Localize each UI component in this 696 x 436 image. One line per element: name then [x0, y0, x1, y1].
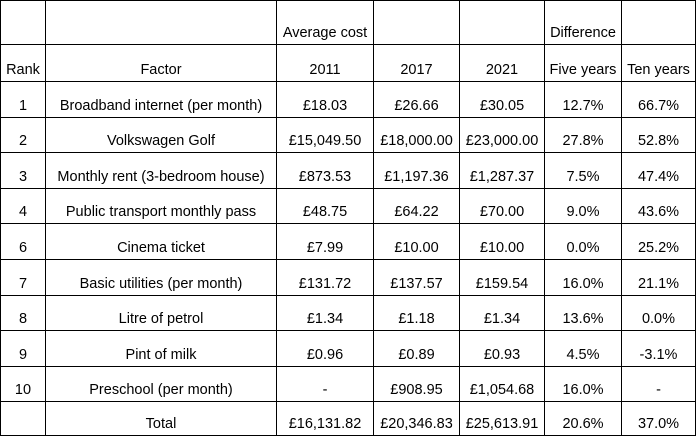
cost-2021-cell: £30.05	[460, 82, 545, 118]
header-2011: 2011	[277, 45, 374, 82]
diff-five-years-cell: 13.6%	[545, 295, 622, 331]
factor-cell: Cinema ticket	[46, 224, 277, 260]
rank-cell: 9	[1, 331, 46, 367]
total-2011-cell: £16,131.82	[277, 402, 374, 436]
cost-2017-cell: £18,000.00	[374, 117, 460, 153]
diff-ten-years-cell: 66.7%	[622, 82, 696, 118]
total-five-years-cell: 20.6%	[545, 402, 622, 436]
header-factor: Factor	[46, 45, 277, 82]
factor-cell: Pint of milk	[46, 331, 277, 367]
rank-cell: 1	[1, 82, 46, 118]
factor-cell: Broadband internet (per month)	[46, 82, 277, 118]
diff-ten-years-cell: -3.1%	[622, 331, 696, 367]
table-row	[1, 82, 696, 118]
cost-2011-cell: £0.96	[277, 331, 374, 367]
cost-2017-cell: £1,197.36	[374, 153, 460, 189]
header-2021: 2021	[460, 45, 545, 82]
total-row	[1, 402, 696, 436]
cost-2021-cell: £159.54	[460, 259, 545, 295]
cost-2017-cell: £10.00	[374, 224, 460, 260]
cost-2021-cell: £23,000.00	[460, 117, 545, 153]
diff-five-years-cell: 4.5%	[545, 331, 622, 367]
total-2021-cell: £25,613.91	[460, 402, 545, 436]
header-empty-cell	[460, 1, 545, 45]
header-columns-row	[1, 45, 696, 82]
cost-2021-cell: £1.34	[460, 295, 545, 331]
table-row	[1, 366, 696, 402]
factor-cell: Volkswagen Golf	[46, 117, 277, 153]
header-difference: Difference	[545, 1, 622, 45]
factor-cell: Public transport monthly pass	[46, 188, 277, 224]
cost-2011-cell: £48.75	[277, 188, 374, 224]
total-2017-cell: £20,346.83	[374, 402, 460, 436]
diff-five-years-cell: 9.0%	[545, 188, 622, 224]
cost-2011-cell: £15,049.50	[277, 117, 374, 153]
diff-five-years-cell: 16.0%	[545, 259, 622, 295]
cost-2011-cell: £1.34	[277, 295, 374, 331]
header-2017: 2017	[374, 45, 460, 82]
factor-cell: Litre of petrol	[46, 295, 277, 331]
diff-five-years-cell: 12.7%	[545, 82, 622, 118]
table-row	[1, 153, 696, 189]
cost-2021-cell: £1,287.37	[460, 153, 545, 189]
header-empty-cell	[622, 1, 696, 45]
cost-2021-cell: £70.00	[460, 188, 545, 224]
header-empty-cell	[46, 1, 277, 45]
diff-five-years-cell: 0.0%	[545, 224, 622, 260]
cost-2021-cell: £10.00	[460, 224, 545, 260]
rank-cell: 2	[1, 117, 46, 153]
header-empty-cell	[374, 1, 460, 45]
cost-2011-cell: £7.99	[277, 224, 374, 260]
total-rank-cell	[1, 402, 46, 436]
cost-2017-cell: £1.18	[374, 295, 460, 331]
cost-2021-cell: £0.93	[460, 331, 545, 367]
diff-ten-years-cell: 43.6%	[622, 188, 696, 224]
diff-five-years-cell: 7.5%	[545, 153, 622, 189]
header-five-years: Five years	[545, 45, 622, 82]
table-row	[1, 259, 696, 295]
header-rank: Rank	[1, 45, 46, 82]
diff-ten-years-cell: 25.2%	[622, 224, 696, 260]
table-row	[1, 117, 696, 153]
rank-cell: 8	[1, 295, 46, 331]
table-body	[1, 1, 696, 436]
total-label: Total	[46, 402, 277, 436]
diff-ten-years-cell: -	[622, 366, 696, 402]
cost-2011-cell: -	[277, 366, 374, 402]
cost-2011-cell: £18.03	[277, 82, 374, 118]
cost-2017-cell: £0.89	[374, 331, 460, 367]
diff-ten-years-cell: 47.4%	[622, 153, 696, 189]
header-group-row	[1, 1, 696, 45]
rank-cell: 6	[1, 224, 46, 260]
table-row	[1, 224, 696, 260]
rank-cell: 7	[1, 259, 46, 295]
cost-2011-cell: £873.53	[277, 153, 374, 189]
table-row	[1, 188, 696, 224]
diff-ten-years-cell: 52.8%	[622, 117, 696, 153]
table-row	[1, 331, 696, 367]
cost-2011-cell: £131.72	[277, 259, 374, 295]
cost-2017-cell: £64.22	[374, 188, 460, 224]
factor-cell: Monthly rent (3-bedroom house)	[46, 153, 277, 189]
diff-five-years-cell: 27.8%	[545, 117, 622, 153]
diff-five-years-cell: 16.0%	[545, 366, 622, 402]
diff-ten-years-cell: 0.0%	[622, 295, 696, 331]
factor-cell: Basic utilities (per month)	[46, 259, 277, 295]
cost-2017-cell: £26.66	[374, 82, 460, 118]
rank-cell: 3	[1, 153, 46, 189]
header-ten-years: Ten years	[622, 45, 696, 82]
cost-2017-cell: £137.57	[374, 259, 460, 295]
table-row	[1, 295, 696, 331]
diff-ten-years-cell: 21.1%	[622, 259, 696, 295]
header-average-cost: Average cost	[277, 1, 374, 45]
cost-2021-cell: £1,054.68	[460, 366, 545, 402]
cost-2017-cell: £908.95	[374, 366, 460, 402]
rank-cell: 4	[1, 188, 46, 224]
rank-cell: 10	[1, 366, 46, 402]
factor-cell: Preschool (per month)	[46, 366, 277, 402]
total-ten-years-cell: 37.0%	[622, 402, 696, 436]
header-empty-cell	[1, 1, 46, 45]
